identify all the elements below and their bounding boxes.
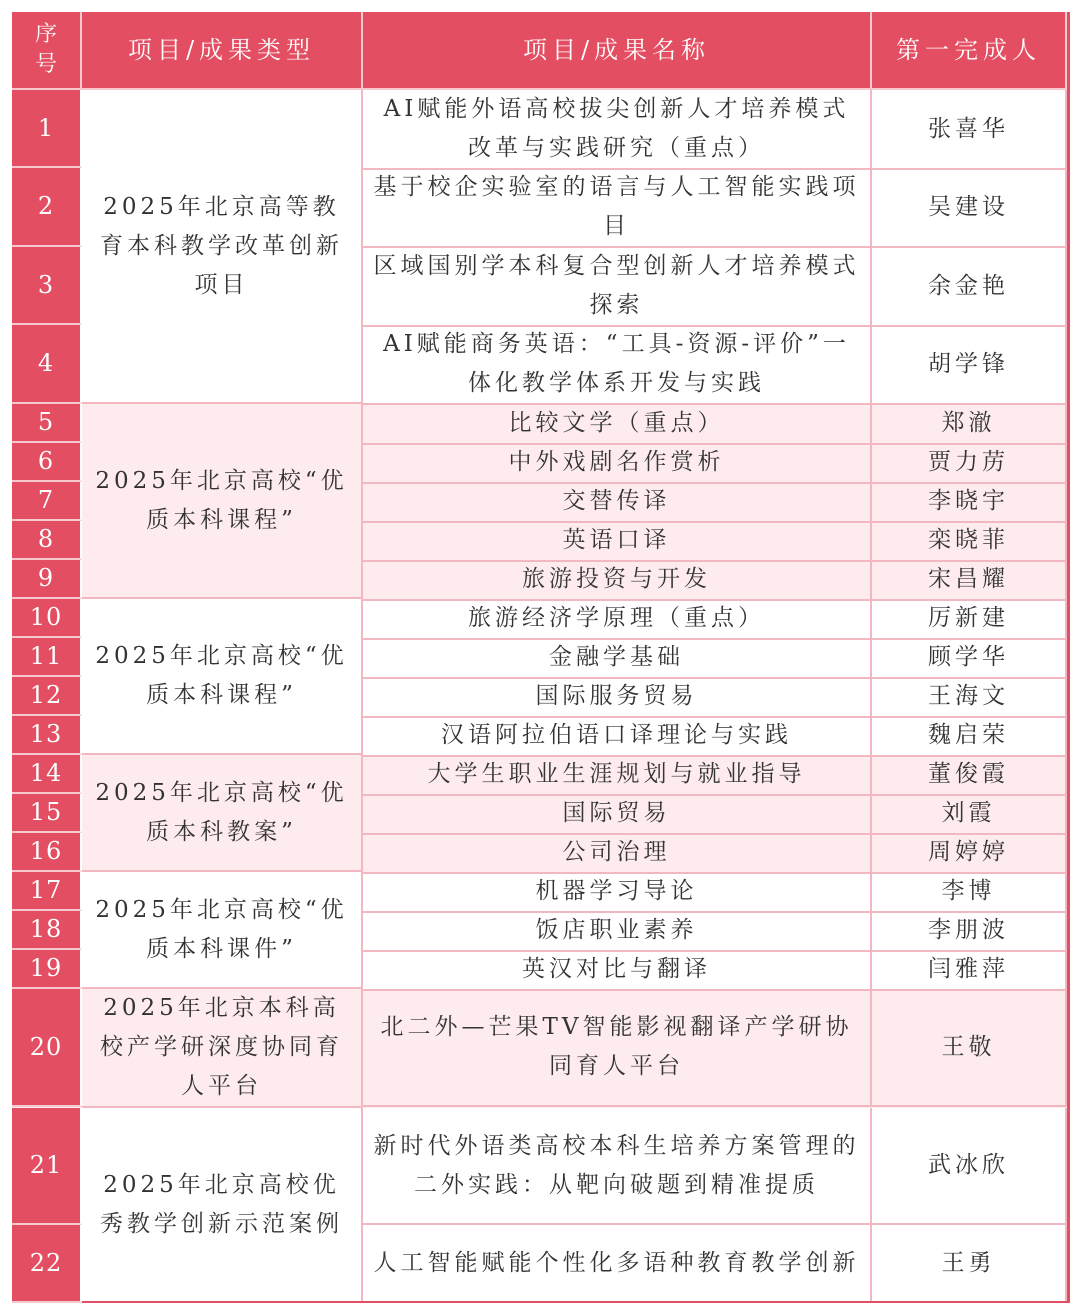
row-index: 18 <box>12 911 82 950</box>
table-bottom-border <box>82 1301 1067 1303</box>
table-row <box>363 872 1067 911</box>
row-index: 21 <box>12 1108 82 1225</box>
table-group <box>12 755 1067 872</box>
row-name: 新时代外语类高校本科生培养方案管理的二外实践：从靶向破题到精准提质 <box>363 1108 872 1225</box>
row-person: 顾学华 <box>872 638 1067 679</box>
table-group <box>12 872 1067 989</box>
row-person: 刘霞 <box>872 794 1067 835</box>
row-name: 大学生职业生涯规划与就业指导 <box>363 755 872 796</box>
row-person: 董俊霞 <box>872 755 1067 796</box>
table-group <box>12 404 1067 599</box>
row-index: 8 <box>12 521 82 560</box>
row-person: 贾力苈 <box>872 443 1067 484</box>
row-person: 厉新建 <box>872 599 1067 640</box>
row-name: 人工智能赋能个性化多语种教育教学创新 <box>363 1225 872 1303</box>
row-name: 交替传译 <box>363 482 872 523</box>
row-name: 公司治理 <box>363 833 872 874</box>
table-group <box>12 599 1067 755</box>
row-person: 张喜华 <box>872 90 1067 170</box>
row-index: 10 <box>12 599 82 638</box>
header-type: 项目/成果类型 <box>82 12 363 90</box>
row-person: 周婷婷 <box>872 833 1067 874</box>
header-index-line1: 序 <box>34 22 57 47</box>
table-row <box>363 560 1067 599</box>
table-row <box>363 325 1067 404</box>
table-group <box>12 989 1067 1108</box>
row-name: 旅游经济学原理（重点） <box>363 599 872 640</box>
row-name: AI赋能外语高校拔尖创新人才培养模式改革与实践研究（重点） <box>363 90 872 170</box>
row-index: 16 <box>12 833 82 872</box>
row-name: 中外戏剧名作赏析 <box>363 443 872 484</box>
table-row <box>363 247 1067 325</box>
table-row <box>363 90 1067 168</box>
group-type: 2025年北京高等教育本科教学改革创新项目 <box>82 90 363 404</box>
row-name: 基于校企实验室的语言与人工智能实践项目 <box>363 168 872 248</box>
row-name: 北二外—芒果TV智能影视翻译产学研协同育人平台 <box>363 989 872 1107</box>
row-person: 李晓宇 <box>872 482 1067 523</box>
row-index: 6 <box>12 443 82 482</box>
row-index: 7 <box>12 482 82 521</box>
row-name: 国际服务贸易 <box>363 677 872 718</box>
table-row <box>363 443 1067 482</box>
row-person: 王海文 <box>872 677 1067 718</box>
header-index-line2: 号 <box>34 52 57 77</box>
row-index: 15 <box>12 794 82 833</box>
row-name: 机器学习导论 <box>363 872 872 913</box>
table-row <box>363 638 1067 677</box>
group-type: 2025年北京本科高校产学研深度协同育人平台 <box>82 989 363 1108</box>
row-index: 5 <box>12 404 82 443</box>
row-person: 魏启荣 <box>872 716 1067 757</box>
table-row <box>363 599 1067 638</box>
row-person: 王勇 <box>872 1225 1067 1303</box>
table-row <box>363 404 1067 443</box>
table-row <box>363 168 1067 247</box>
table-row <box>363 482 1067 521</box>
row-index: 12 <box>12 677 82 716</box>
row-index: 13 <box>12 716 82 755</box>
group-type: 2025年北京高校优秀教学创新示范案例 <box>82 1108 363 1303</box>
row-person: 李朋波 <box>872 911 1067 952</box>
row-name: 旅游投资与开发 <box>363 560 872 601</box>
table-group <box>12 90 1067 404</box>
table-row <box>363 794 1067 833</box>
header-name: 项目/成果名称 <box>363 12 872 90</box>
group-type: 2025年北京高校“优质本科课程” <box>82 404 363 599</box>
row-name: 比较文学（重点） <box>363 404 872 445</box>
row-person: 李博 <box>872 872 1067 913</box>
row-index: 4 <box>12 325 82 404</box>
row-index: 3 <box>12 247 82 325</box>
row-person: 吴建设 <box>872 168 1067 248</box>
group-type: 2025年北京高校“优质本科课程” <box>82 599 363 755</box>
row-person: 余金艳 <box>872 247 1067 327</box>
table-row <box>363 833 1067 872</box>
table-row <box>363 911 1067 950</box>
row-person: 王敬 <box>872 989 1067 1107</box>
table-row <box>363 1108 1067 1225</box>
achievements-table <box>12 12 1070 1303</box>
table-row <box>363 1225 1067 1303</box>
row-index: 14 <box>12 755 82 794</box>
row-person: 闫雅萍 <box>872 950 1067 991</box>
row-name: 英语口译 <box>363 521 872 562</box>
row-index: 11 <box>12 638 82 677</box>
row-name: AI赋能商务英语：“工具-资源-评价”一体化教学体系开发与实践 <box>363 325 872 405</box>
row-person: 武冰欣 <box>872 1108 1067 1225</box>
row-name: 英汉对比与翻译 <box>363 950 872 991</box>
row-person: 胡学锋 <box>872 325 1067 405</box>
group-type: 2025年北京高校“优质本科课件” <box>82 872 363 989</box>
row-name: 金融学基础 <box>363 638 872 679</box>
row-person: 栾晓菲 <box>872 521 1067 562</box>
row-index: 2 <box>12 168 82 247</box>
row-name: 饭店职业素养 <box>363 911 872 952</box>
table-row <box>363 755 1067 794</box>
row-index: 20 <box>12 989 82 1107</box>
header-person: 第一完成人 <box>872 12 1067 90</box>
row-name: 国际贸易 <box>363 794 872 835</box>
table-group <box>12 1108 1067 1303</box>
row-index: 17 <box>12 872 82 911</box>
row-name: 汉语阿拉伯语口译理论与实践 <box>363 716 872 757</box>
table-row <box>363 716 1067 755</box>
row-index: 22 <box>12 1225 82 1303</box>
row-name: 区域国别学本科复合型创新人才培养模式探索 <box>363 247 872 327</box>
row-index: 19 <box>12 950 82 989</box>
row-index: 1 <box>12 90 82 168</box>
table-row <box>363 521 1067 560</box>
table-row <box>363 989 1067 1107</box>
table-row <box>363 677 1067 716</box>
header-index <box>12 12 82 90</box>
group-type: 2025年北京高校“优质本科教案” <box>82 755 363 872</box>
table-row <box>363 950 1067 989</box>
row-person: 郑澈 <box>872 404 1067 445</box>
table-header <box>12 12 1067 90</box>
row-index: 9 <box>12 560 82 599</box>
row-person: 宋昌耀 <box>872 560 1067 601</box>
